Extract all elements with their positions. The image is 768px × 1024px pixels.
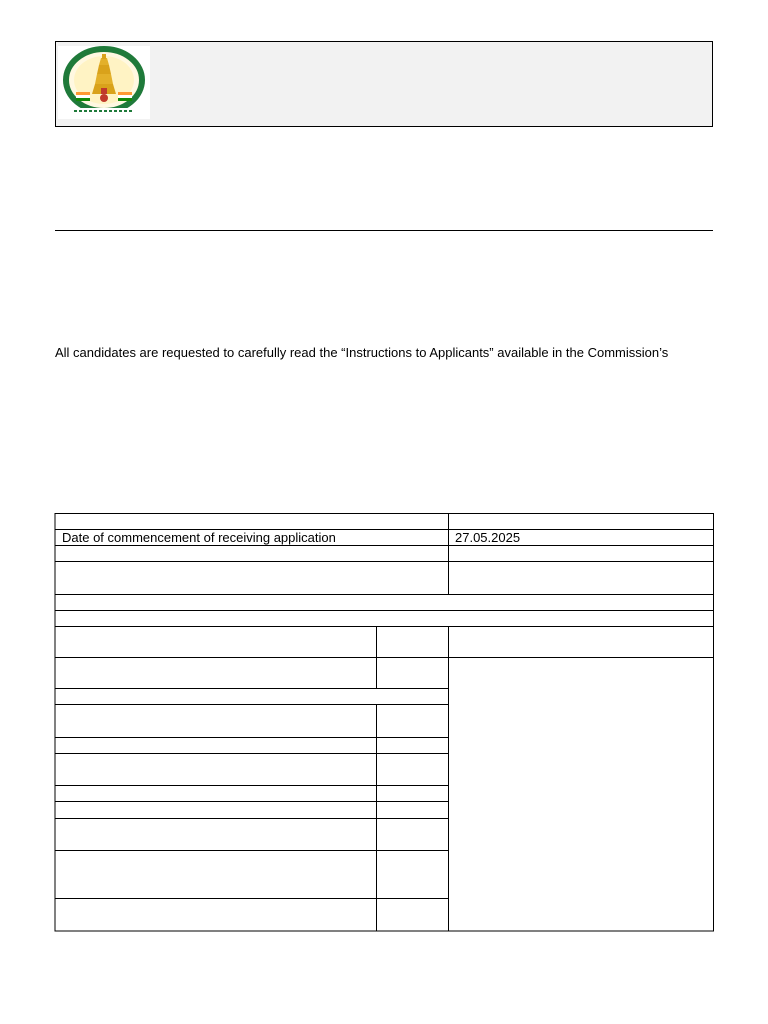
table-row-label: Date of commencement of receiving application	[62, 530, 336, 545]
instructions-notice: All candidates are requested to carefully read the “Instructions to Applicants” available in the Commission’s	[55, 345, 669, 360]
table-row-value: 27.05.2025	[455, 530, 521, 545]
